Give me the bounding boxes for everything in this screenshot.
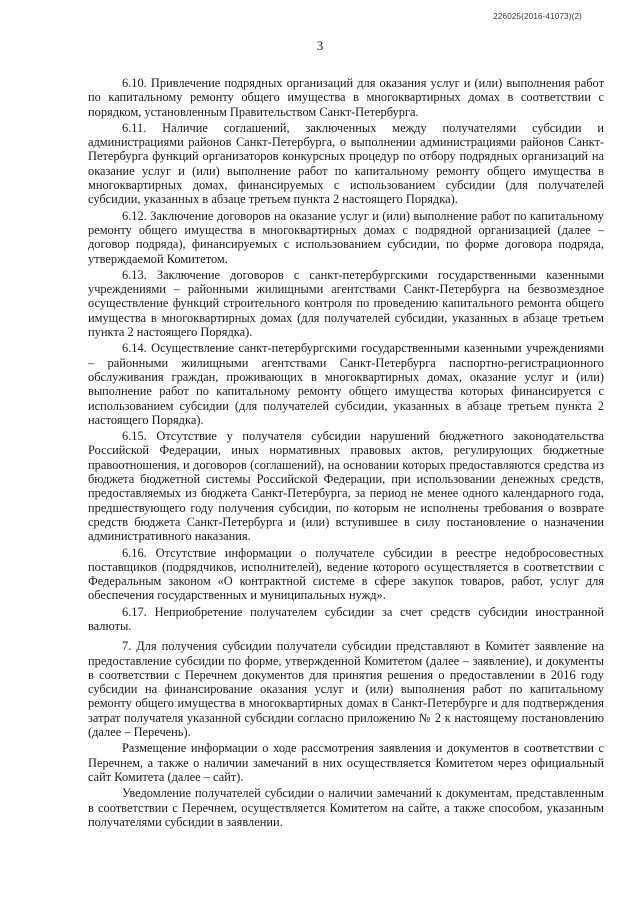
- paragraph-info-placement: Размещение информации о ходе рассмотрения заявления и документов в соответствии с Перечнем, а также о наличии замечаний в них осуществляется Комитетом через официальный сайт Комитета (далее – сайт).: [88, 741, 604, 784]
- paragraph-6-13: 6.13. Заключение договоров с санкт-петербургскими государственными казенными учреждениями – районными жилищными агентствами Санкт-Петербурга на безвозмездное осуществление функций строительного контроля по проведению капитального ремонта общего имущества в многоквартирных домах (для получателей субсидии, указанных в абзаце третьем пункта 2 настоящего Порядка).: [88, 267, 604, 340]
- paragraph-6-15: 6.15. Отсутствие у получателя субсидии нарушений бюджетного законодательства Российской Федерации, иных нормативных правовых актов, регулирующих бюджетные правоотношения, и договоров (соглашений), на основании которых предоставляются средства из бюджета бюджетной системы Российской Федерации, при использовании денежных средств, предоставляемых из бюджета Санкт-Петербурга, за период не менее одного календарного года, предшествующего году получения субсидии, по которым не исполнены требования о возврате средств бюджета Санкт-Петербурга и (или) вступившее в силу постановление о назначении административного наказания.: [88, 429, 604, 544]
- document-body: [88, 76, 604, 831]
- paragraph-6-11: 6.11. Наличие соглашений, заключенных между получателями субсидии и администрациями районов Санкт-Петербурга, о выполнении администрациями районов Санкт-Петербурга функций организаторов конкурсных процедур по отбору подрядных организаций на оказание услуг и (или) выполнение работ по капитальному ремонту общего имущества в многоквартирных домах, финансируемых с использованием субсидии (для получателей субсидии, указанных в абзаце третьем пункта 2 настоящего Порядка).: [88, 120, 604, 207]
- document-id: 226025(2016-41073)(2): [493, 12, 582, 21]
- paragraph-6-17: 6.17. Неприобретение получателем субсидии за счет средств субсидии иностранной валюты.: [88, 604, 604, 633]
- paragraph-6-16: 6.16. Отсутствие информации о получателе субсидии в реестре недобросовестных поставщиков (подрядчиков, исполнителей), ведение которого осуществляется в соответствии с Федеральным законом «О контрактной системе в сфере закупок товаров, работ, услуг для обеспечения государственных и муниципальных нужд».: [88, 545, 604, 603]
- page-number: 3: [316, 38, 324, 53]
- paragraph-6-10: 6.10. Привлечение подрядных организаций для оказания услуг и (или) выполнения работ по капитальному ремонту общего имущества в многоквартирных домах в соответствии с порядком, установленным Правительством Санкт-Петербурга.: [88, 76, 604, 119]
- paragraph-7: 7. Для получения субсидии получатели субсидии представляют в Комитет заявление на предоставление субсидии по форме, утвержденной Комитетом (далее – заявление), и документы в соответствии с Перечнем документов для принятия решения о предоставлении в 2016 году субсидии на финансирование оказания услуг и (или) выполнения работ по капитальному ремонту общего имущества в многоквартирных домах в Санкт-Петербурге и для подтверждения затрат получателя указанной субсидии согласно приложению № 2 к настоящему постановлению (далее – Перечень).: [88, 639, 604, 740]
- paragraph-notification: Уведомление получателей субсидии о наличии замечаний к документам, представленным в соответствии с Перечнем, осуществляется Комитетом на сайте, а также способом, указанным получателями субсидии в заявлении.: [88, 786, 604, 829]
- paragraph-6-14: 6.14. Осуществление санкт-петербургскими государственными казенными учреждениями – районными жилищными агентствами Санкт-Петербурга паспортно-регистрационного обслуживания граждан, проживающих в многоквартирных домах, оказание услуг и (или) выполнение работ по капитальному ремонту общего имущества которых финансируется с использованием субсидии (для получателей субсидии, указанных в абзаце третьем пункта 2 настоящего Порядка).: [88, 341, 604, 427]
- paragraph-6-12: 6.12. Заключение договоров на оказание услуг и (или) выполнение работ по капитальному ремонту общего имущества в многоквартирных домах с подрядной организацией (далее – договор подряда), финансируемых с использованием субсидии, по форме договора подряда, утверждаемой Комитетом.: [88, 208, 604, 266]
